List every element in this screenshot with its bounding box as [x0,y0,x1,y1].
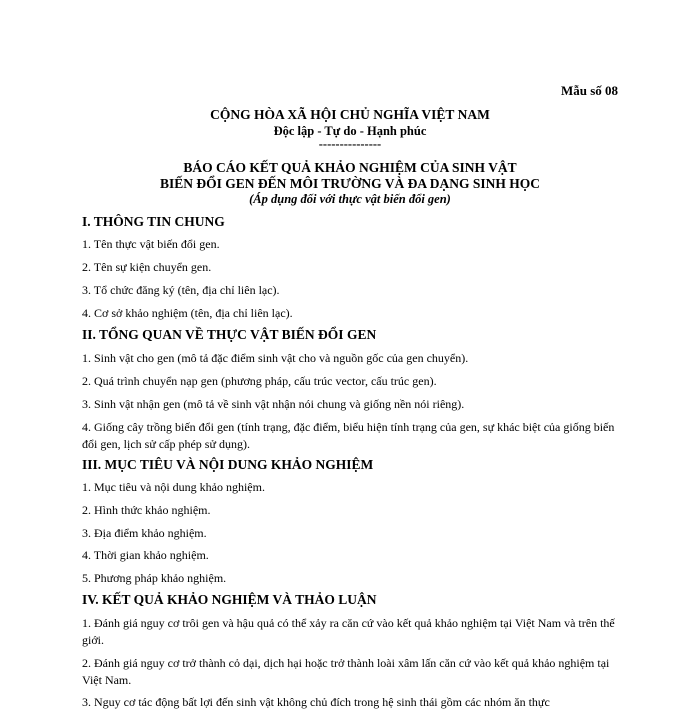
list-item: 2. Hình thức khảo nghiệm. [82,503,211,517]
list-item: 2. Đánh giá nguy cơ trở thành cỏ dại, dịch hại hoặc trở thành loài xâm lấn căn cứ vào kết quả khảo nghiệm tại Việt Nam. [82,656,610,687]
list-item: 3. Tổ chức đăng ký (tên, địa chỉ liên lạc). [82,283,280,297]
list-item: 2. Tên sự kiện chuyển gen. [82,260,212,274]
list-item: 1. Mục tiêu và nội dung khảo nghiệm. [82,480,265,494]
list-item: 4. Thời gian khảo nghiệm. [82,548,209,562]
section-heading: III. MỤC TIÊU VÀ NỘI DUNG KHẢO NGHIỆM [82,457,374,472]
separator: --------------- [318,137,382,151]
section-heading: I. THÔNG TIN CHUNG [82,214,225,229]
list-item: 3. Nguy cơ tác động bất lợi đến sinh vật không chủ đích trong hệ sinh thái gồm các nhóm ăn thực [82,695,550,709]
list-item: 3. Sinh vật nhận gen (mô tả về sinh vật nhận nói chung và giống nền nói riêng). [82,397,465,411]
section-heading: IV. KẾT QUẢ KHẢO NGHIỆM VÀ THẢO LUẬN [82,592,377,607]
list-item: 1. Sinh vật cho gen (mô tả đặc điểm sinh vật cho và nguồn gốc của gen chuyển). [82,351,469,365]
form-number: Mẫu số 08 [560,83,618,98]
nation-title: CỘNG HÒA XÃ HỘI CHỦ NGHĨA VIỆT NAM [210,107,490,122]
report-subtitle: (Áp dụng đối với thực vật biến đổi gen) [249,192,451,206]
list-item: 3. Địa điểm khảo nghiệm. [82,526,207,540]
report-title-line-2: BIẾN ĐỔI GEN ĐẾN MÔI TRƯỜNG VÀ ĐA DẠNG SINH HỌC [159,176,541,191]
list-item: 2. Quá trình chuyển nạp gen (phương pháp, cấu trúc vector, cấu trúc gen). [82,374,437,388]
list-item: 4. Cơ sở khảo nghiệm (tên, địa chỉ liên lạc). [82,306,293,320]
report-title-line-1: BÁO CÁO KẾT QUẢ KHẢO NGHIỆM CỦA SINH VẬT [183,160,517,175]
list-item: 4. Giống cây trồng biến đổi gen (tính trạng, đặc điểm, biểu hiện tính trạng của gen, sự khác biệt của giống biến đổi gen, lịch sử cấp phép sử dụng). [82,420,615,451]
list-item: 1. Tên thực vật biến đổi gen. [82,237,220,251]
list-item: 5. Phương pháp khảo nghiệm. [82,571,227,585]
motto: Độc lập - Tự do - Hạnh phúc [273,124,427,138]
section-heading: II. TỔNG QUAN VỀ THỰC VẬT BIẾN ĐỔI GEN [82,327,377,342]
list-item: 1. Đánh giá nguy cơ trôi gen và hậu quả có thể xảy ra căn cứ vào kết quả khảo nghiệm tại Việt Nam và trên thế giới. [82,616,615,647]
